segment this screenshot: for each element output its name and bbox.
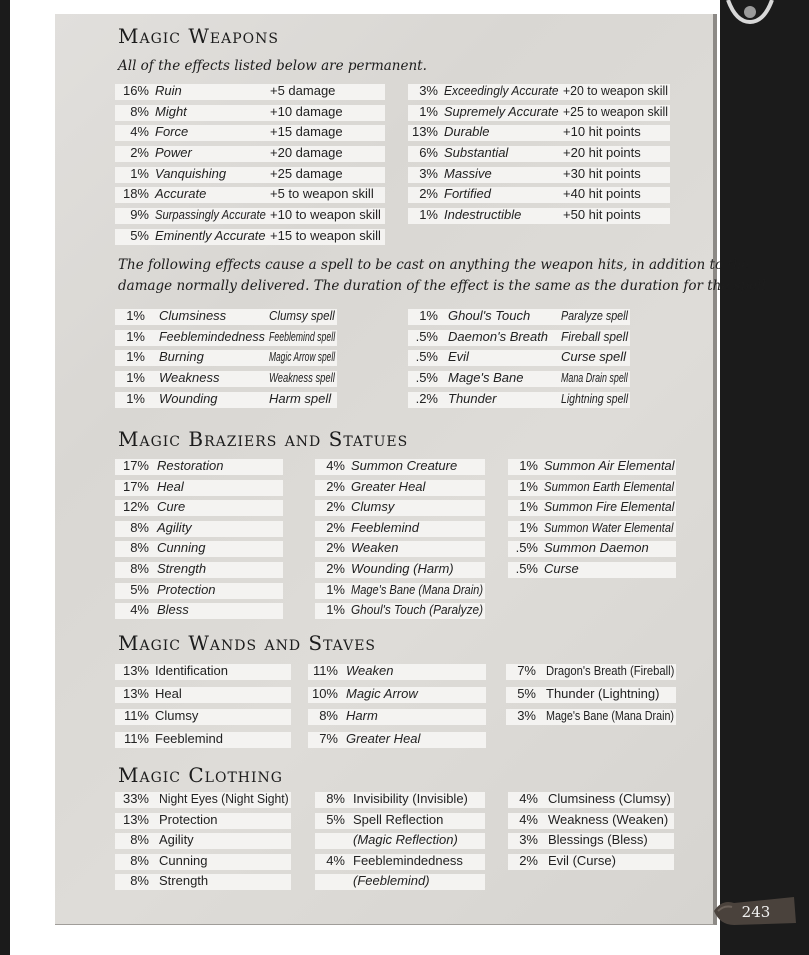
item-name: Bless <box>157 602 189 618</box>
percentage: .2% <box>415 390 438 406</box>
spell-name: Lightning <box>602 685 656 701</box>
item-name: Thunder <box>448 390 497 406</box>
page-number: 243 <box>741 903 771 921</box>
page-bottom-margin <box>10 925 720 955</box>
item-effect: +50 hit points <box>563 207 641 223</box>
magic-wands-heading: Magic Wands and Staves <box>118 631 377 655</box>
item-name: Supremely Accurate <box>444 103 559 119</box>
percentage: 6% <box>419 145 438 161</box>
item-name: Ghoul's Touch <box>448 308 531 323</box>
item-name: Durable <box>444 124 490 140</box>
percentage: 1% <box>519 519 538 535</box>
item-name: Evil <box>448 349 469 365</box>
item-effect: Harm spell <box>269 390 332 406</box>
percentage: 1% <box>126 370 145 386</box>
item-effect: +20 to weapon skill <box>563 83 668 98</box>
item-effect: +20 damage <box>270 145 343 161</box>
item-spell-equivalent: (Feeblemind) <box>353 873 430 889</box>
item-effect: Feeblemind spell <box>269 328 336 344</box>
item-effect: Clumsy spell <box>269 308 335 323</box>
item-effect: Curse spell <box>561 349 627 365</box>
spell-effects-intro-line-2: damage normally delivered. The duration of the effect is the same as the duration for the spell. <box>118 278 771 294</box>
percentage: 2% <box>326 499 345 515</box>
percentage: 8% <box>130 873 149 889</box>
percentage: 5% <box>130 581 149 597</box>
percentage: 1% <box>126 328 145 344</box>
item-effect: Paralyze spell <box>561 308 628 323</box>
item-name: Clumsy <box>351 499 395 515</box>
item-name: Weakness (Weaken) <box>548 811 669 827</box>
spell-name: Weaken <box>616 811 664 827</box>
item-name: Surpassingly Accurate <box>155 207 266 223</box>
item-name: Mage's Bane (Mana Drain) <box>546 708 675 723</box>
item-name: Summon Creature <box>351 458 458 473</box>
spell-name: Feeblemind <box>357 873 426 889</box>
item-name: Summon Air Elemental <box>544 458 675 473</box>
percentage: 4% <box>130 602 149 618</box>
item-name: Indestructible <box>444 207 522 223</box>
percentage: 9% <box>130 207 149 223</box>
percentage: 4% <box>326 852 345 868</box>
item-name: Clumsy <box>155 708 199 723</box>
percentage: 5% <box>326 811 345 827</box>
spell-name: Bless <box>611 832 644 848</box>
percentage: 8% <box>319 708 338 723</box>
percentage: 1% <box>519 499 538 515</box>
percentage: 1% <box>326 581 345 597</box>
item-effect: +40 hit points <box>563 186 641 202</box>
item-name: Ghoul's Touch (Paralyze) <box>351 602 484 618</box>
item-name: Clumsiness <box>159 308 227 323</box>
magic-weapons-intro: All of the effects listed below are permanent. <box>118 58 427 74</box>
percentage: 1% <box>519 478 538 494</box>
item-name: Vanquishing <box>155 165 227 181</box>
item-name: Spell Reflection <box>353 811 444 827</box>
percentage: .5% <box>515 560 538 576</box>
item-name: Accurate <box>155 186 207 202</box>
spell-name: Mana Drain <box>614 708 671 723</box>
percentage: 3% <box>519 832 538 848</box>
percentage: 8% <box>130 852 149 868</box>
percentage: 2% <box>326 478 345 494</box>
magic-braziers-heading: Magic Braziers and Statues <box>118 427 409 451</box>
percentage: 1% <box>419 207 438 223</box>
percentage: 3% <box>419 165 438 181</box>
item-name: Feeblemindedness <box>159 328 265 344</box>
percentage: 8% <box>130 103 149 119</box>
percentage: 13% <box>122 811 149 827</box>
item-name: Greater Heal <box>351 478 426 494</box>
item-name: Weaken <box>346 663 394 678</box>
percentage: 3% <box>517 708 536 723</box>
percentage: 1% <box>130 165 149 181</box>
item-effect: Fireball spell <box>561 328 628 344</box>
spell-name: Curse <box>576 852 612 868</box>
spell-effects-intro-line-1: The following effects cause a spell to be cast on anything the weapon hits, in addition to the <box>118 257 750 273</box>
percentage: 11% <box>312 663 338 678</box>
item-name: Substantial <box>444 145 509 161</box>
item-effect: +30 hit points <box>563 165 641 181</box>
item-name: Clumsiness (Clumsy) <box>548 791 671 806</box>
item-name: Identification <box>155 663 228 678</box>
item-effect: +25 damage <box>270 165 343 181</box>
item-name: Massive <box>444 165 492 181</box>
item-name: Cunning <box>157 540 206 556</box>
item-name: Power <box>155 145 192 161</box>
percentage: .5% <box>415 349 438 365</box>
item-name: Thunder (Lightning) <box>546 685 660 701</box>
item-name: Daemon's Breath <box>448 328 549 344</box>
corner-ornament-icon <box>722 0 778 28</box>
item-name: Summon Fire Elemental <box>544 499 675 515</box>
spell-name: Magic Reflection <box>357 832 454 848</box>
percentage: 13% <box>122 663 149 678</box>
item-name: Blessings (Bless) <box>548 832 648 848</box>
item-name: Cure <box>157 499 186 515</box>
item-effect: +10 to weapon skill <box>270 207 381 223</box>
item-name: Feeblemindedness <box>353 852 463 868</box>
percentage: 2% <box>326 560 345 576</box>
percentage: 11% <box>123 708 149 723</box>
item-name: Heal <box>155 685 182 701</box>
percentage: 1% <box>419 103 438 119</box>
percentage: 1% <box>419 308 438 323</box>
item-name: Evil (Curse) <box>548 852 616 868</box>
item-effect: +15 to weapon skill <box>270 227 381 243</box>
item-spell-equivalent: (Magic Reflection) <box>353 832 458 848</box>
percentage: 7% <box>517 663 536 678</box>
item-name: Summon Water Elemental <box>544 519 674 535</box>
percentage: 4% <box>326 458 345 473</box>
percentage: 33% <box>122 791 149 806</box>
percentage: 2% <box>326 519 345 535</box>
item-name: Curse <box>544 560 579 576</box>
item-name: Agility <box>159 832 194 848</box>
item-name: Feeblemind <box>351 519 419 535</box>
item-name: Protection <box>159 811 218 827</box>
percentage: 4% <box>519 811 538 827</box>
item-effect: Weakness spell <box>269 370 335 386</box>
percentage: 7% <box>319 730 338 746</box>
spell-name: Clumsy <box>623 791 667 806</box>
percentage: 11% <box>123 730 149 746</box>
spell-name: Mana Drain <box>422 581 480 597</box>
item-name: Eminently Accurate <box>155 227 266 243</box>
item-effect: +20 hit points <box>563 145 641 161</box>
percentage: .5% <box>415 370 438 386</box>
item-name: Exceedingly Accurate <box>444 83 559 98</box>
item-name: Summon Earth Elemental <box>544 478 675 494</box>
item-name: Feeblemind <box>155 730 223 746</box>
item-name: Summon Daemon <box>544 540 649 556</box>
percentage: 2% <box>519 852 538 868</box>
percentage: 13% <box>122 685 149 701</box>
item-name: Agility <box>157 519 192 535</box>
item-effect: +10 damage <box>270 103 343 119</box>
percentage: 2% <box>130 145 149 161</box>
percentage: 8% <box>130 540 149 556</box>
percentage: 1% <box>126 390 145 406</box>
percentage: 18% <box>122 186 149 202</box>
percentage: 13% <box>411 124 438 140</box>
percentage: 16% <box>122 83 149 98</box>
item-name: Restoration <box>157 458 224 473</box>
item-name: Ruin <box>155 83 182 98</box>
percentage: 4% <box>519 791 538 806</box>
spell-name: Harm <box>417 560 450 576</box>
spell-name: Paralyze <box>433 602 480 618</box>
item-name: Harm <box>346 708 378 723</box>
item-name: Protection <box>157 581 216 597</box>
item-name: Weaken <box>351 540 399 556</box>
item-name: Greater Heal <box>346 730 421 746</box>
percentage: 5% <box>517 685 536 701</box>
percentage: 8% <box>130 560 149 576</box>
percentage: 8% <box>130 832 149 848</box>
item-effect: Mana Drain spell <box>561 370 628 386</box>
percentage: 3% <box>419 83 438 98</box>
item-name: Dragon's Breath (Fireball) <box>546 663 675 678</box>
percentage: 1% <box>519 458 538 473</box>
item-name: Might <box>155 103 187 119</box>
percentage: 4% <box>130 124 149 140</box>
item-effect: Lightning spell <box>561 390 629 406</box>
percentage: 10% <box>311 685 338 701</box>
item-name: Wounding (Harm) <box>351 560 454 576</box>
item-name: Burning <box>159 349 204 365</box>
percentage: .5% <box>515 540 538 556</box>
item-name: Wounding <box>159 390 218 406</box>
item-name: Night Eyes (Night Sight) <box>159 791 289 806</box>
magic-weapons-heading: Magic Weapons <box>118 24 279 48</box>
item-effect: +25 to weapon skill <box>563 103 668 119</box>
item-name: Strength <box>159 873 209 889</box>
item-effect: Magic Arrow spell <box>269 349 336 365</box>
item-effect: +5 damage <box>270 83 336 98</box>
item-name: Force <box>155 124 189 140</box>
percentage: 1% <box>126 308 145 323</box>
item-effect: +10 hit points <box>563 124 641 140</box>
item-effect: +5 to weapon skill <box>270 186 374 202</box>
percentage: 17% <box>122 458 149 473</box>
item-name: Weakness <box>159 370 220 386</box>
item-name: Cunning <box>159 852 208 868</box>
percentage: 1% <box>126 349 145 365</box>
item-name: Magic Arrow <box>346 685 418 701</box>
percentage: 2% <box>326 540 345 556</box>
item-name: Heal <box>157 478 184 494</box>
item-effect: +15 damage <box>270 124 343 140</box>
percentage: 5% <box>130 227 149 243</box>
item-name: Mage's Bane (Mana Drain) <box>351 581 484 597</box>
spell-name: Fireball <box>633 663 671 678</box>
magic-clothing-heading: Magic Clothing <box>118 763 283 787</box>
item-name: Strength <box>157 560 207 576</box>
spell-name: Night Sight <box>225 791 285 806</box>
percentage: 8% <box>130 519 149 535</box>
percentage: 2% <box>419 186 438 202</box>
percentage: 8% <box>326 791 345 806</box>
item-name: Mage's Bane <box>448 370 524 386</box>
spell-name: Invisible <box>416 791 464 806</box>
item-name: Fortified <box>444 186 491 202</box>
percentage: 12% <box>122 499 149 515</box>
percentage: 1% <box>326 602 345 618</box>
percentage: .5% <box>415 328 438 344</box>
item-name: Invisibility (Invisible) <box>353 791 468 806</box>
percentage: 17% <box>122 478 149 494</box>
